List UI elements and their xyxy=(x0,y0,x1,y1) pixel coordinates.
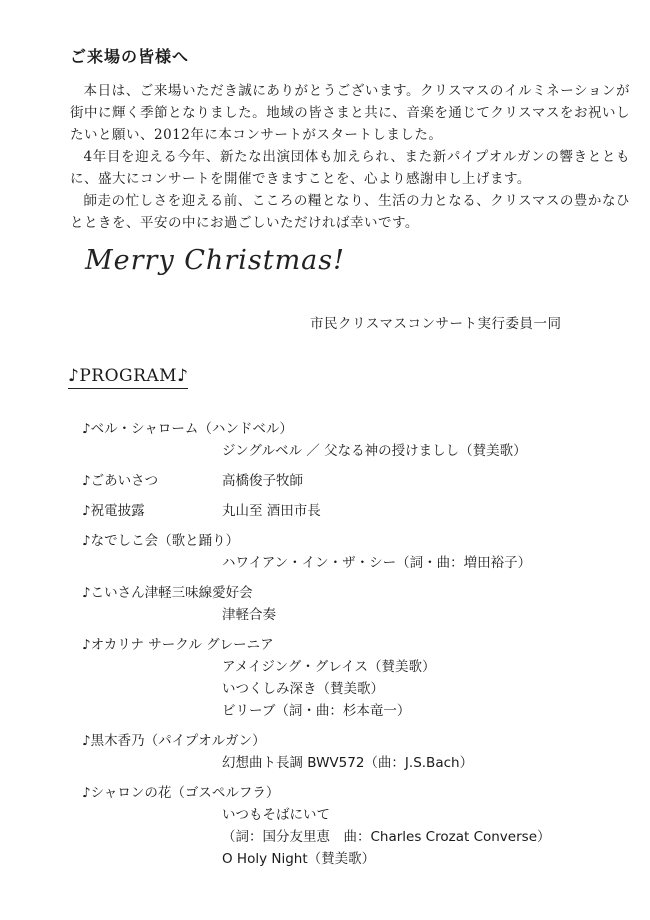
program-item xyxy=(82,500,622,522)
program-item xyxy=(82,730,622,774)
program-item-piece: ビリーブ（詞・曲：杉本竜一） xyxy=(222,703,411,719)
program-item-piece: O Holy Night（賛美歌） xyxy=(222,851,376,867)
program-item xyxy=(82,582,622,626)
program-item-piece: 津軽合奏 xyxy=(222,607,276,623)
program-list xyxy=(82,418,622,878)
program-item-piece: アメイジング・グレイス（賛美歌） xyxy=(222,659,436,675)
program-item-header xyxy=(82,418,622,440)
program-item-performer: 高橋俊子牧師 xyxy=(222,473,303,489)
program-item-name: ♪なでしこ会（歌と踊り） xyxy=(82,533,240,549)
program-item-header xyxy=(82,470,622,492)
merry-christmas-script: Merry Christmas! xyxy=(85,245,345,276)
program-item-header xyxy=(82,634,622,656)
program-item-piece: ジングルベル ／ 父なる神の授けましし（賛美歌） xyxy=(222,443,527,459)
program-item-header xyxy=(82,730,622,752)
program-item xyxy=(82,782,622,870)
program-item-piece: ハワイアン・イン・ザ・シー（詞・曲：増田裕子） xyxy=(222,555,532,571)
program-item-name: ♪シャロンの花（ゴスペルフラ） xyxy=(82,785,280,801)
program-item-name: ♪オカリナ サークル グレーニア xyxy=(82,637,274,653)
greeting-heading: ご来場の皆様へ xyxy=(70,47,190,66)
program-item-name: ♪ベル・シャローム（ハンドベル） xyxy=(82,421,293,437)
program-item-piece: いつくしみ深き（賛美歌） xyxy=(222,681,384,697)
program-item-piece: いつもそばにいて xyxy=(222,807,330,823)
program-item-header xyxy=(82,582,622,604)
program-item xyxy=(82,530,622,574)
program-item-header xyxy=(82,530,622,552)
program-item-performer: 丸山至 酒田市長 xyxy=(222,503,321,519)
greeting-paragraph: 本日は、ご来場いただき誠にありがとうございます。クリスマスのイルミネーションが街中に輝く季節となりました。地域の皆さまと共に、音楽を通じてクリスマスをお祝いしたいと願い、2012年に本コンサートがスタートしました。 xyxy=(70,83,630,143)
program-item xyxy=(82,470,622,492)
program-item-header xyxy=(82,500,622,522)
greeting-text xyxy=(70,80,630,234)
program-item xyxy=(82,418,622,462)
committee-signature: 市民クリスマスコンサート実行委員一同 xyxy=(310,316,562,332)
greeting-paragraph: 4年目を迎える今年、新たな出演団体も加えられ、また新パイプオルガンの響きとともに、盛大にコンサートを開催できますことを、心より感謝申し上げます。 xyxy=(70,149,630,187)
program-item-name: ♪ごあいさつ xyxy=(82,473,159,489)
program-item-piece: （詞：国分友里恵 曲：Charles Crozat Converse） xyxy=(222,829,551,845)
program-item-name: ♪祝電披露 xyxy=(82,503,145,519)
program-title: ♪PROGRAM♪ xyxy=(68,366,188,389)
program-item-name: ♪黒木香乃（パイプオルガン） xyxy=(82,733,266,749)
program-item-name: ♪こいさん津軽三味線愛好会 xyxy=(82,585,253,601)
program-item-header xyxy=(82,782,622,804)
program-item xyxy=(82,634,622,722)
program-item-piece: 幻想曲ト長調 BWV572（曲：J.S.Bach） xyxy=(222,755,474,771)
greeting-paragraph: 師走の忙しさを迎える前、こころの糧となり、生活の力となる、クリスマスの豊かなひとときを、平安の中にお過ごしいただければ幸いです。 xyxy=(70,193,630,231)
